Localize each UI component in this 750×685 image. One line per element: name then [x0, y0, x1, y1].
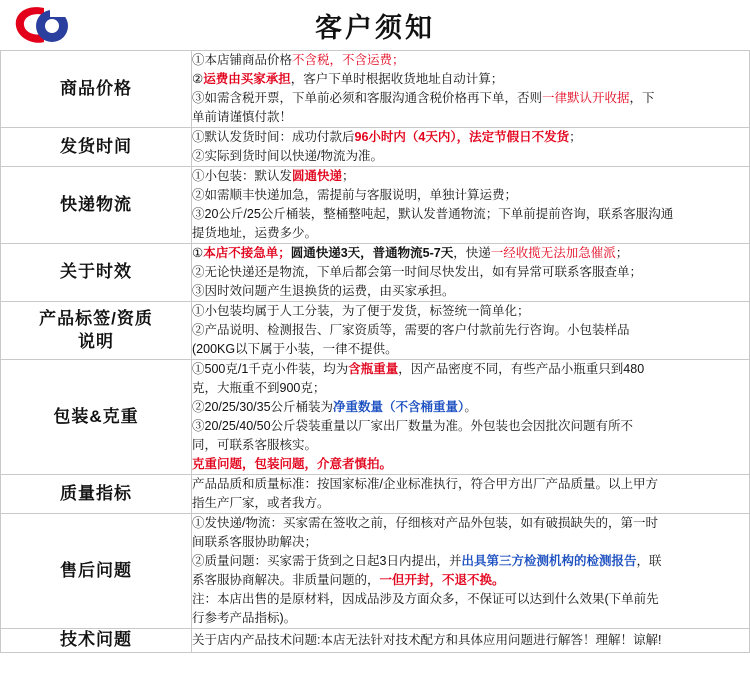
content-text: ①发快递/物流：买家需在签收之前，仔细核对产品外包装，如有破损缺失的，第一时: [192, 516, 658, 530]
content-text: ③如需含税开票，下单前必须和客服沟通含税价格再下单，否则: [192, 91, 543, 105]
content-text: ①: [192, 246, 204, 260]
content-text: (200KG以下属于小装，一律不提供。: [192, 342, 398, 356]
content-line: [192, 244, 749, 263]
content-text: 克，大瓶重不到900克；: [192, 381, 326, 395]
content-text: 系客服协商解决。非质量问题的，: [192, 573, 380, 587]
content-line: [192, 70, 749, 89]
content-text: 圆通快递: [292, 169, 343, 183]
content-text: 。: [464, 400, 477, 414]
content-text: 指生产厂家，或者我方。: [192, 496, 330, 510]
row-content: [192, 167, 750, 244]
row-label: 包装&克重: [1, 360, 192, 475]
content-text: ②无论快递还是物流，下单后都会第一时间尽快发出，如有异常可联系客服查单；: [192, 265, 643, 279]
content-text: ②质量问题：买家需于货到之日起3日内提出，并: [192, 554, 462, 568]
content-text: 克重问题，包装问题，介意者慎拍。: [192, 457, 393, 471]
content-text: 间联系客服协助解决；: [192, 535, 318, 549]
content-line: [192, 609, 749, 628]
content-line: [192, 360, 749, 379]
row-label: 技术问题: [1, 629, 192, 653]
content-text: ①小包装均属于人工分装，为了便于发货，标签统一简单化；: [192, 304, 530, 318]
content-line: [192, 494, 749, 513]
row-content: [192, 360, 750, 475]
content-text: ；: [342, 169, 355, 183]
row-label: 产品标签/资质 说明: [1, 302, 192, 360]
content-line: [192, 205, 749, 224]
content-text: ②如需顺丰快递加急，需提前与客服说明，单独计算运费；: [192, 188, 518, 202]
content-line: [192, 282, 749, 301]
content-line: [192, 302, 749, 321]
row-label: 质量指标: [1, 475, 192, 514]
content-line: [192, 514, 749, 533]
content-text: 圆通快递3天，普通物流5-7天: [290, 246, 454, 260]
content-text: ，客户下单时根据收货地址自动计算；: [290, 72, 504, 86]
row-label: 发货时间: [1, 128, 192, 167]
content-text: 一但开封，不退不换。: [379, 573, 505, 587]
content-text: ①默认发货时间：成功付款后: [192, 130, 355, 144]
row-label: 售后问题: [1, 514, 192, 629]
content-line: [192, 417, 749, 436]
content-text: ，因产品密度不同，有些产品小瓶重只到480: [398, 362, 645, 376]
content-line: [192, 552, 749, 571]
content-text: 不含税，不含运费；: [292, 53, 405, 67]
content-line: [192, 108, 749, 127]
content-text: 注：本店出售的是原材料，因成品涉及方面众多，不保证可以达到什么效果(下单前先: [192, 592, 659, 606]
page-title: 客户须知: [315, 12, 435, 43]
table-row: [1, 244, 750, 302]
content-text: 提货地址，运费多少。: [192, 226, 318, 240]
page-header: [0, 0, 750, 50]
row-content: [192, 629, 750, 653]
row-content: [192, 128, 750, 167]
content-text: 净重数量（不含桶重量）: [333, 400, 465, 414]
table-row: [1, 167, 750, 244]
content-line: [192, 475, 749, 494]
row-content: [192, 302, 750, 360]
row-content: [192, 514, 750, 629]
content-text: 行参考产品指标)。: [192, 611, 297, 625]
content-line: [192, 340, 749, 359]
content-line: [192, 398, 749, 417]
content-text: ①500克/1千克小件装，均为: [192, 362, 349, 376]
content-text: 产品品质和质量标准：按国家标准/企业标准执行，符合甲方出厂产品质量。以上甲方: [192, 477, 658, 491]
content-text: 关于店内产品技术问题:本店无法针对技术配方和具体应用问题进行解答！理解！谅解!: [192, 632, 662, 647]
row-label: 关于时效: [1, 244, 192, 302]
brand-logo: [8, 2, 78, 48]
content-line: [192, 224, 749, 243]
row-label: 快递物流: [1, 167, 192, 244]
row-content: [192, 475, 750, 514]
content-line: [192, 533, 749, 552]
table-row: [1, 629, 750, 653]
table-row: [1, 51, 750, 128]
content-text: ，联: [636, 554, 662, 568]
table-row: [1, 302, 750, 360]
row-content: [192, 244, 750, 302]
content-line: [192, 571, 749, 590]
content-text: 出具第三方检测机构的检测报告: [461, 554, 637, 568]
content-line: [192, 263, 749, 282]
content-line: [192, 186, 749, 205]
content-line: [192, 167, 749, 186]
content-line: [192, 147, 749, 166]
content-line: [192, 379, 749, 398]
content-text: ；: [569, 130, 582, 144]
content-text: ②: [192, 72, 204, 86]
content-line: [192, 321, 749, 340]
row-content: [192, 51, 750, 128]
content-text: ；: [615, 246, 629, 260]
content-line: [192, 631, 749, 650]
content-text: 同，可联系客服核实。: [192, 438, 318, 452]
content-text: 一经收揽无法加急催派: [490, 246, 616, 260]
content-text: 运费由买家承担: [203, 72, 291, 86]
content-text: 含瓶重量: [348, 362, 399, 376]
content-line: [192, 128, 749, 147]
content-line: [192, 436, 749, 455]
content-text: ②产品说明、检测报告、厂家资质等，需要的客户付款前先行咨询。小包装样品: [192, 323, 630, 337]
content-text: ②20/25/30/35公斤桶装为: [192, 400, 334, 414]
content-line: [192, 89, 749, 108]
table-row: [1, 360, 750, 475]
content-text: ③因时效问题产生退换货的运费，由买家承担。: [192, 284, 455, 298]
content-text: ，快递: [453, 246, 491, 260]
table-row: [1, 128, 750, 167]
content-text: ，下: [629, 91, 655, 105]
content-text: 本店不接急单；: [203, 246, 291, 260]
content-text: ③20公斤/25公斤桶装，整桶整吨起，默认发普通物流；下单前提前咨询，联系客服沟通: [192, 207, 674, 221]
table-row: [1, 514, 750, 629]
notice-table: [0, 50, 750, 653]
content-line: [192, 51, 749, 70]
content-text: 96小时内（4天内），法定节假日不发货: [354, 130, 570, 144]
content-line: [192, 590, 749, 609]
content-text: ①本店铺商品价格: [192, 53, 293, 67]
content-line: [192, 455, 749, 474]
table-row: [1, 475, 750, 514]
content-text: 单前请谨慎付款！: [192, 110, 293, 124]
content-text: ②实际到货时间以快递/物流为准。: [192, 149, 383, 163]
content-text: 一律默认开收据: [542, 91, 630, 105]
content-text: ③20/25/40/50公斤袋装重量以厂家出厂数量为准。外包装也会因批次问题有所不: [192, 419, 634, 433]
content-text: ①小包装：默认发: [192, 169, 293, 183]
row-label: 商品价格: [1, 51, 192, 128]
